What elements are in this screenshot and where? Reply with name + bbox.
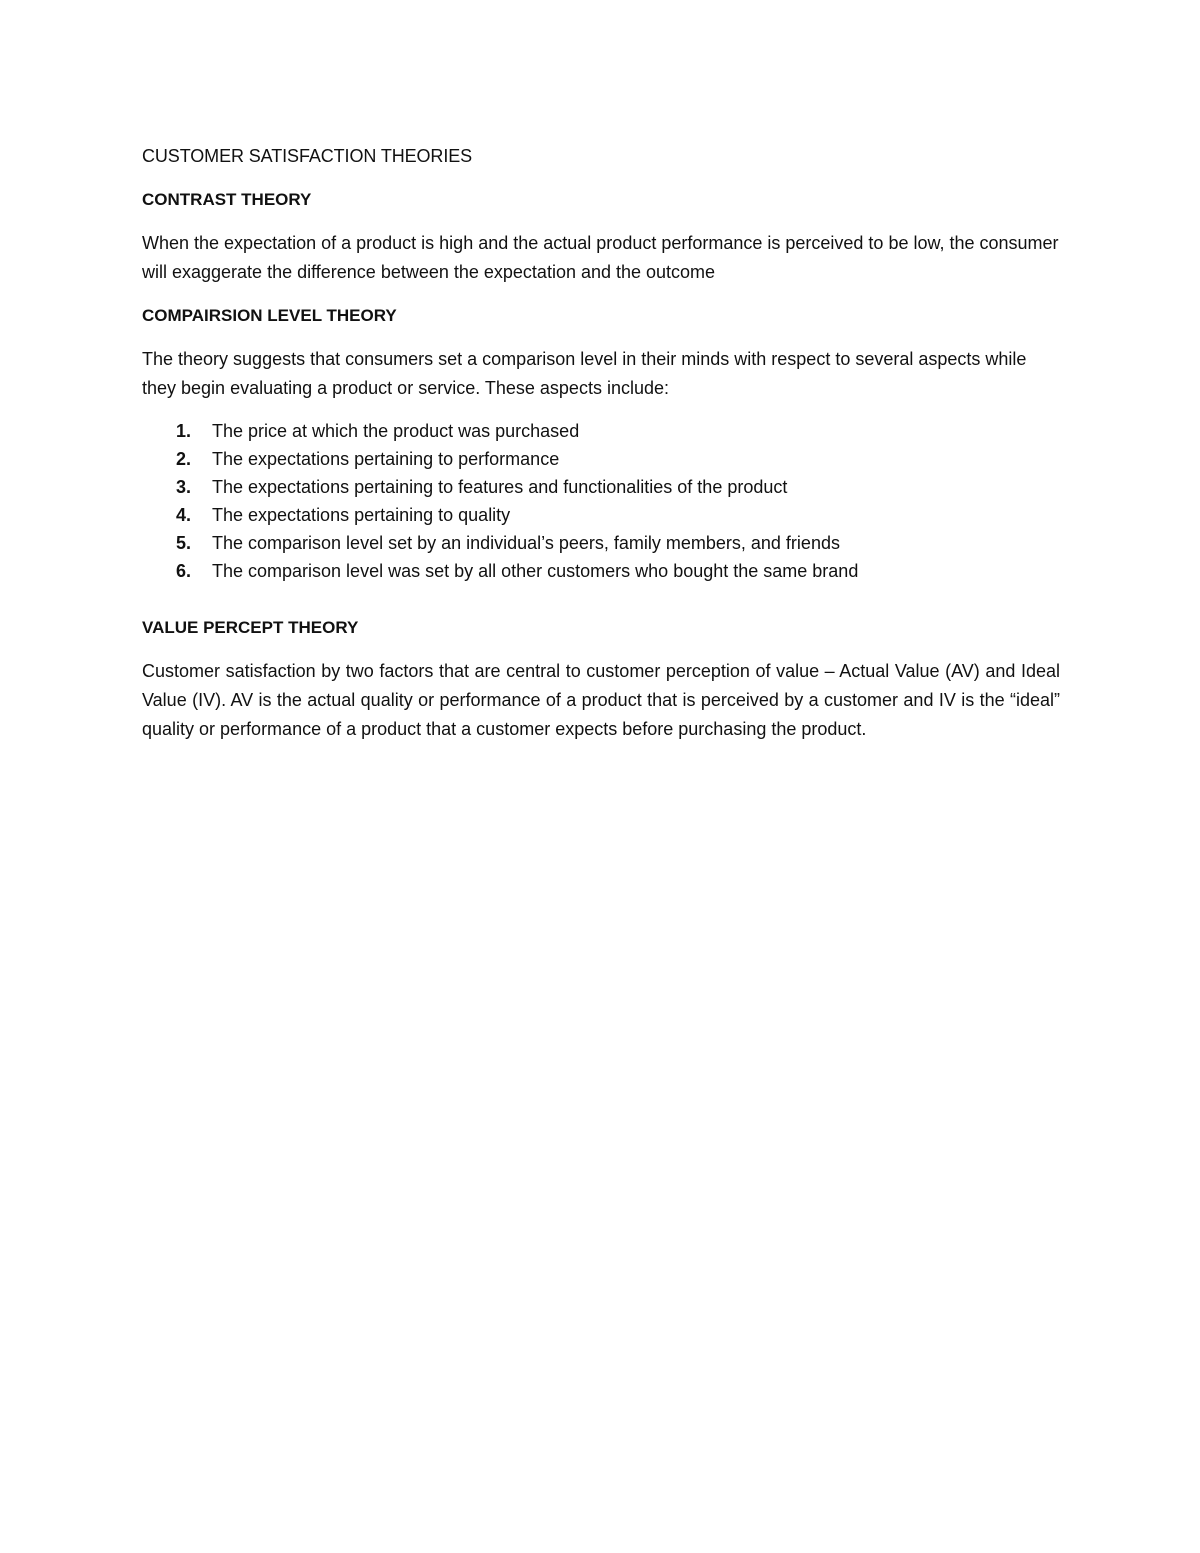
section-paragraph: The theory suggests that consumers set a comparison level in their minds with respect to several aspects while they begin evaluating a product or service. These aspects include: [142,349,1027,398]
list-item-number: 2. [176,449,192,469]
list-item-text: The expectations pertaining to features and functionalities of the product [212,477,788,497]
section-contrast-theory [142,185,1060,287]
list-item-text: The comparison level was set by all other customers who bought the same brand [212,561,859,581]
document-title: CUSTOMER SATISFACTION THEORIES [142,146,473,166]
section-heading: CONTRAST THEORY [142,190,312,209]
aspects-list [142,417,1060,585]
list-item [142,557,1060,585]
list-item-text: The expectations pertaining to performance [212,449,560,469]
list-item-text: The comparison level set by an individual’s peers, family members, and friends [212,533,840,553]
list-item-text: The expectations pertaining to quality [212,505,511,525]
list-item [142,473,1060,501]
list-item-number: 4. [176,505,192,525]
list-item-number: 6. [176,561,192,581]
list-item-number: 5. [176,533,192,553]
list-item-number: 3. [176,477,192,497]
list-item [142,417,1060,445]
section-heading: VALUE PERCEPT THEORY [142,618,359,637]
list-item-text: The price at which the product was purchased [212,421,580,441]
section-value-percept-theory [142,613,1060,744]
section-heading: COMPAIRSION LEVEL THEORY [142,306,397,325]
section-paragraph: When the expectation of a product is high and the actual product performance is perceived to be low, the consumer will exaggerate the difference between the expectation and the outcome [142,233,1059,282]
section-comparison-level-theory [142,301,1060,585]
list-item [142,445,1060,473]
list-item-number: 1. [176,421,192,441]
section-paragraph: Customer satisfaction by two factors that are central to customer perception of value – Actual Value (AV) and Ideal Value (IV). AV is the actual quality or performance of a product that is perceived by a customer and IV is the “ideal” quality or performance of a product that a customer expects before purchasing the product. [142,661,1060,739]
list-item [142,529,1060,557]
list-item [142,501,1060,529]
document-body [142,142,1060,758]
